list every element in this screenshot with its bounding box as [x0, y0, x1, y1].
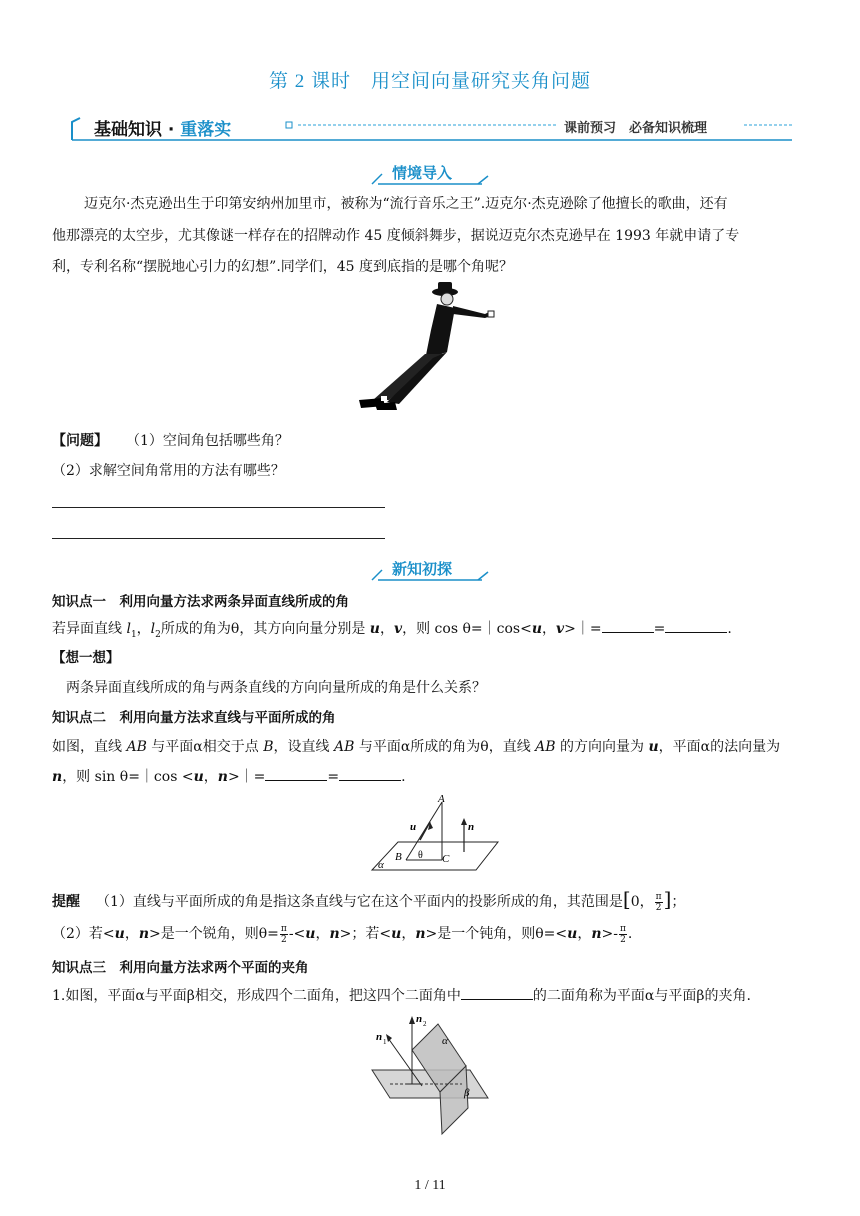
question-line-2: （2）求解空间角常用的方法有哪些？ — [52, 463, 285, 479]
blank-1[interactable] — [602, 616, 654, 633]
heading-text: 情境导入 — [392, 164, 453, 182]
knowledge-1-text: 若异面直线 $l_1$，$l_2$所成的角为θ，其方向向量分别是 u，v，则 cos θ=｜cos<u，v>｜= = . — [52, 616, 732, 648]
think-text: 两条异面直线所成的角与两条直线的方向向量所成的角是什么关系？ — [66, 680, 486, 696]
section-banner — [68, 114, 792, 142]
knowledge-2-text-line-1: 如图，直线 AB 与平面α相交于点 B，设直线 AB 与平面α所成的角为θ，直线 AB 的方向向量为 u，平面α的法向量为 — [52, 739, 781, 755]
answer-line-2 — [52, 538, 385, 539]
section-heading-new-knowledge — [370, 558, 490, 582]
question-line-1: 【问题】 （1）空间角包括哪些角？ — [52, 433, 289, 449]
blank-5[interactable] — [461, 983, 533, 1000]
scenario-line-1: 迈克尔·杰克逊出生于印第安纳州加里市，被称为“流行音乐之王”.迈克尔·杰克逊除了他擅长的歌曲，还有 — [84, 196, 728, 212]
blank-4[interactable] — [339, 764, 401, 781]
blank-3[interactable] — [265, 764, 327, 781]
label-alpha: α — [442, 1035, 448, 1047]
knowledge-2-title: 知识点二 利用向量方法求直线与平面所成的角 — [52, 710, 336, 726]
label-B: B — [395, 851, 402, 863]
pi-over-2-fraction: $\frac{\pi}{2}$ — [655, 891, 662, 913]
label-alpha: α — [378, 859, 384, 871]
answer-line-1 — [52, 507, 385, 508]
think-label: 【想一想】 — [52, 650, 120, 666]
two-planes-figure — [370, 1010, 492, 1136]
label-A: A — [438, 793, 445, 805]
banner-right-title: 课前预习 必备知识梳理 — [564, 120, 708, 135]
banner-left-title: 基础知识 · 重落实 — [94, 120, 232, 140]
line-plane-figure — [368, 792, 508, 874]
dancer-illustration — [355, 282, 505, 412]
scenario-line-3: 利，专利名称“摆脱地心引力的幻想”.同学们，45 度到底指的是哪个角呢？ — [52, 259, 514, 275]
label-beta: β — [464, 1087, 470, 1099]
blank-2[interactable] — [665, 616, 727, 633]
label-n2-sub: 2 — [423, 1020, 427, 1028]
page-title: 第 2 课时 用空间向量研究夹角问题 — [268, 71, 591, 92]
tip-line-1: 提醒 （1）直线与平面所成的角是指这条直线与它在这个平面内的投影所成的角，其范围是[0， $\frac{\pi}{2}$ ]； — [52, 887, 686, 913]
knowledge-1-title: 知识点一 利用向量方法求两条异面直线所成的角 — [52, 594, 349, 610]
label-n: n — [468, 821, 475, 833]
heading-text: 新知初探 — [392, 560, 453, 578]
label-n1-sub: 1 — [383, 1038, 387, 1046]
label-u: u — [410, 821, 417, 833]
label-n2: n — [416, 1013, 423, 1025]
label-n1: n — [376, 1031, 383, 1043]
section-heading-scenario — [370, 162, 490, 186]
label-theta: θ — [418, 850, 423, 861]
knowledge-2-text-line-2: n，则 sin θ=｜cos <u，n>｜= = . — [52, 764, 406, 790]
knowledge-3-title: 知识点三 利用向量方法求两个平面的夹角 — [52, 960, 309, 976]
scenario-line-2: 他那漂亮的太空步，尤其像谜一样存在的招牌动作 45 度倾斜舞步，据说迈克尔杰克逊早在 1993 年就申请了专 — [52, 228, 740, 244]
label-C: C — [442, 853, 450, 865]
page-number: 1 / 11 — [414, 1178, 446, 1193]
tip-line-2: （2）若<u，n>是一个锐角，则θ= $\frac{\pi}{2}$ -<u，n>；若<u，n>是一个钝角，则θ=<u，n>- $\frac{\pi}{2}$ . — [52, 923, 633, 945]
knowledge-3-text: 1.如图，平面α与平面β相交，形成四个二面角，把这四个二面角中 的二面角称为平面α与平面β的夹角. — [52, 983, 751, 1009]
